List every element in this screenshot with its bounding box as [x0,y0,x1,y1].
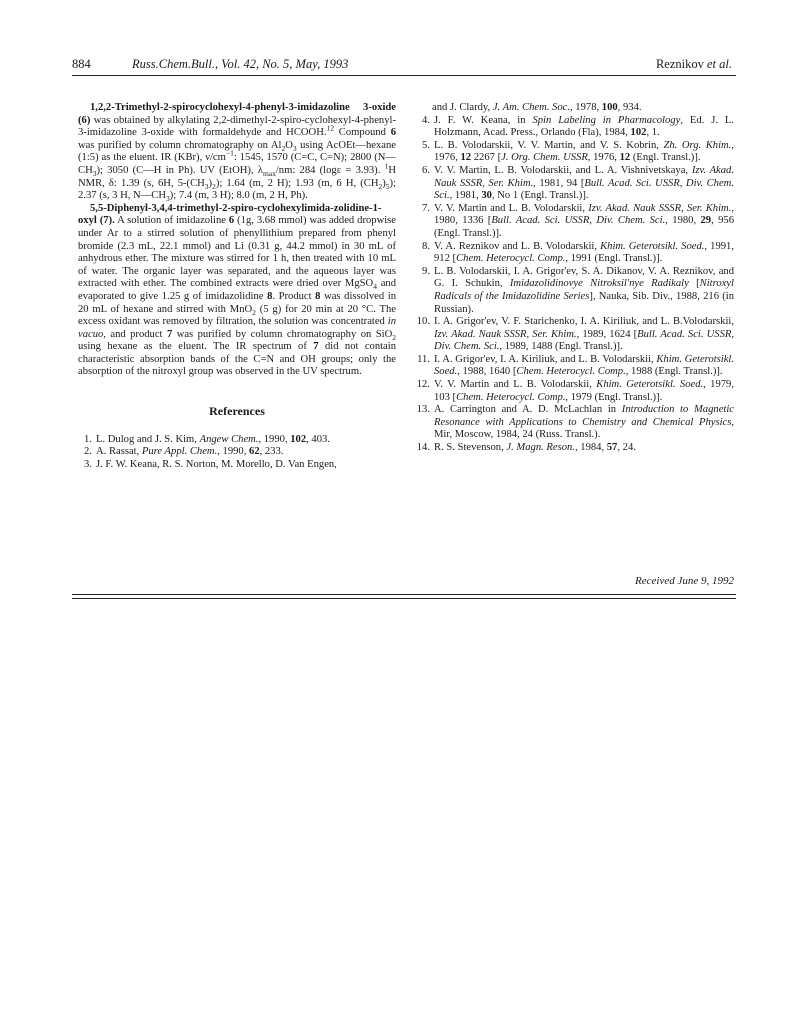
received-date: Received June 9, 1992 [635,575,734,587]
running-header [72,56,732,72]
reference-10: 10. I. A. Grigor'ev, V. F. Starichenko, I. A. Kiriliuk, and L. B.Volodarskii, Izv. Akad. Nauk SSSR, Ser. Khim., 1989, 1624 [Bull. Acad. Sci. USSR, Div. Chem. Sci., 1989, 1488 (Engl. Transl.)]. [416,316,734,353]
reference-3: 3. J. F. W. Keana, R. S. Norton, M. Morello, D. Van Engen, [84,458,337,470]
reference-6: 6. V. V. Martin, L. B. Volodarskii, and L. A. Vishnivetskaya, Izv. Akad. Nauk SSSR, Ser. Khim., 1981, 94 [Bull. Acad. Sci. USSR, Div. Chem. Sci., 1981, 30, No 1 (Engl. Transl.)]. [422,164,734,202]
page-number: 884 [72,57,91,71]
reference-4: 4. J. F. W. Keana, in Spin Labeling in Pharmacology, Ed. J. L. Holzmann, Acad. Press., Orlando (Fla), 1984, 102, 1. [422,114,735,139]
reference-14: 14. R. S. Stevenson, J. Magn. Reson., 1984, 57, 24. [416,442,636,454]
reference-9: 9. L. B. Volodarskii, I. A. Grigor'ev, S. A. Dikanov, V. A. Reznikov, and G. I. Schukin, Imidazolidinovye Nitroksil'nye Radikaly [Nitroxyl Radicals of the Imidazolidine Series], Nauka, Sib. Div., 1988, 216 (in Russian). [422,265,734,315]
left-column [78,102,396,471]
references-heading: References [209,404,265,419]
header-rule [72,75,736,76]
reference-5: 5. L. B. Volodarskii, V. V. Martin, and V. S. Kobrin, Zh. Org. Khim., 1976, 12 2267 [J. Org. Chem. USSR, 1976, 12 (Engl. Transl.)]. [422,139,734,164]
footer-rule [72,594,736,595]
reference-13: 13. A. Carrington and A. D. McLachlan in Introduction to Magnetic Resonance with Applications to Chemistry and Chemical Physics, Mir, Moscow, 1984, 24 (Russ. Transl.). [416,404,734,441]
header-authors: Reznikov et al. [655,57,732,71]
reference-12: 12. V. V. Martin and L. B. Volodarskii, Khim. Geterotsikl. Soed., 1979, 103 [Chem. Heterocycl. Comp., 1979 (Engl. Transl.)]. [416,379,734,403]
reference-3-continued: and J. Clardy, J. Am. Chem. Soc., 1978, 100, 934. [432,102,642,113]
reference-2: 2. A. Rassat, Pure Appl. Chem., 1990, 62, 233. [84,446,284,458]
footer-rule-thin [72,598,736,599]
journal-citation: Russ.Chem.Bull., Vol. 42, No. 5, May, 1993 [132,57,349,71]
reference-11: 11. I. A. Grigor'ev, I. A. Kiriliuk, and L. B. Volodarskii, Khim. Geterotsikl. Soed., 1988, 1640 [Chem. Heterocycl. Comp., 1988 (Engl. Transl.)]. [417,353,734,378]
right-column [414,102,734,455]
reference-1: 1. L. Dulog and J. S. Kim, Angew Chem., 1990, 102, 403. [84,433,330,445]
reference-7: 7. V. V. Martin and L. B. Volodarskii, Izv. Akad. Nauk SSSR, Ser. Khim., 1980, 1336 [Bull. Acad. Sci. USSR, Div. Chem. Sci., 1980, 29, 956 (Engl. Transl.)]. [422,202,735,239]
experimental-paragraph-compound-6: 1,2,2-Trimethyl-2-spirocyclohexyl-4-phenyl-3-imidazoline 3-oxide (6) was obtained by alkylating 2,2-dimethyl-2-spiro-cyclohexyl-4-phenyl-3-imidazoline 3-oxide with formaldehyde and HCOOH.$^{12}$ Compound 6 was purified by column chromatography on $Al_2O_3$ using AcOEt—hexane (1:5) as the eluent. IR (KBr), $\nu/cm^{-1}$: 1545, 1570 (C=C, C=N); 2800 $(N—CH_3)$; 3050 (C—H in Ph). UV (EtOH), $\lambda_{max}/nm$: 284 (logε = 3.93). $^1$H NMR, δ: 1.39 (s, 6H, $5-(CH_3)_2$); 1.64 (m, 2 H); 1.93 (m, 6 H, $(CH_2)_5$); 2.37 (s, 3 H, $N—CH_3$); 7.4 (m, 3 H); 8.0 (m, 2 H, Ph). [78,102,397,204]
experimental-paragraph-compound-7: 5,5-Diphenyl-3,4,4-trimethyl-2-spiro-cyclohexylimida-zolidine-1-oxyl (7). A solution of imidazoline 6 (1g, 3.68 mmol) was added dropwise under Ar to a stirred solution of phenyllithium prepared from phenyl bromide (2.3 mL, 22.1 mmol) and Li (0.31 g, 44.2 mmol) in 30 mL of anhydrous ether. The mixture was stirred for 1 h, then treated with 10 mL of water. The organic layer was separated, and the aqueous layer was extracted with ether. The combined extracts were dried over MgSO$_4$ and evaporated to give 1.25 g of imidazolidine 8. Product 8 was dissolved in 20 mL of hexane and stirred with MnO$_2$ (5 g) for 20 min at 20 °C. The excess oxidant was removed by filtration, the solution was concentrated in vacuo, and product 7 was purified by column chromatography on SiO$_2$ using hexane as the eluent. The IR spectrum of 7 did not contain characteristic absorption bands of the C=N and OH groups; only the absorption of the nitroxyl group was observed in the UV spectrum. [78,202,397,378]
reference-8: 8. V. A. Reznikov and L. B. Volodarskii, Khim. Geterotsikl. Soed., 1991, 912 [Chem. Heterocycl. Comp., 1991 (Engl. Transl.)]. [422,240,734,265]
